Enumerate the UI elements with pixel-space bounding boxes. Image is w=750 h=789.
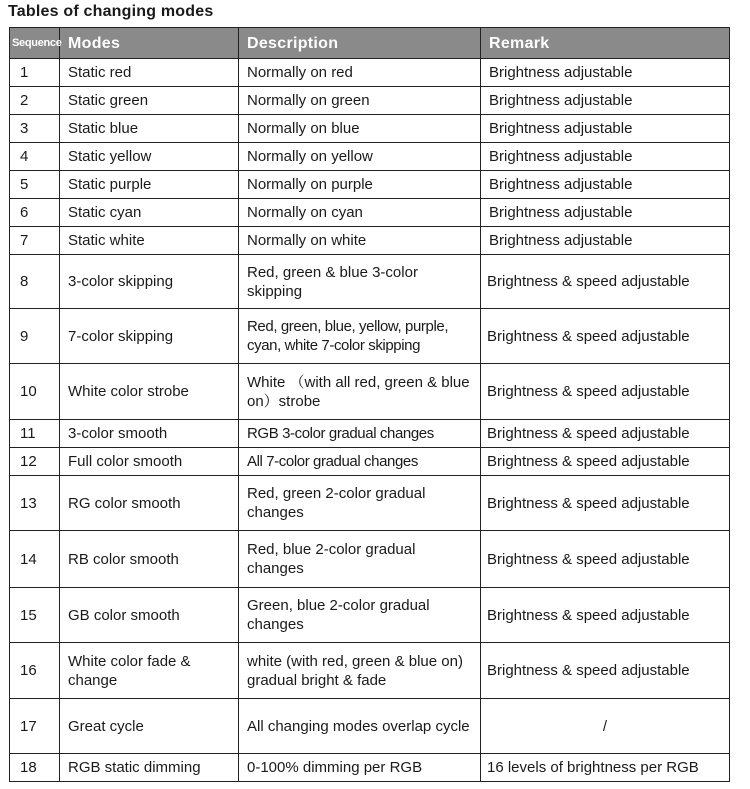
- row-sequence: 10: [10, 364, 60, 420]
- row-description: white (with red, green & blue on) gradual bright & fade: [239, 643, 481, 699]
- row-description: Normally on red: [239, 59, 481, 87]
- changing-modes-table: [9, 27, 730, 782]
- row-description: Normally on purple: [239, 171, 481, 199]
- table-row: [10, 199, 730, 227]
- row-mode: Great cycle: [60, 699, 239, 754]
- row-sequence: 14: [10, 531, 60, 588]
- row-description: All changing modes overlap cycle: [239, 699, 481, 754]
- row-description: Normally on cyan: [239, 199, 481, 227]
- row-mode: Full color smooth: [60, 448, 239, 476]
- row-sequence: 5: [10, 171, 60, 199]
- table-row: [10, 588, 730, 643]
- row-description: Normally on green: [239, 87, 481, 115]
- table-row: [10, 255, 730, 309]
- header-remark: Remark: [481, 28, 730, 59]
- row-remark: /: [481, 699, 730, 754]
- row-sequence: 4: [10, 143, 60, 171]
- table-row: [10, 87, 730, 115]
- row-remark: Brightness adjustable: [481, 171, 730, 199]
- row-remark: Brightness adjustable: [481, 59, 730, 87]
- row-description: Normally on blue: [239, 115, 481, 143]
- row-mode: GB color smooth: [60, 588, 239, 643]
- row-mode: Static white: [60, 227, 239, 255]
- row-remark: Brightness & speed adjustable: [481, 309, 730, 364]
- header-modes: Modes: [60, 28, 239, 59]
- row-remark: Brightness adjustable: [481, 143, 730, 171]
- row-sequence: 12: [10, 448, 60, 476]
- row-mode: 3-color skipping: [60, 255, 239, 309]
- row-remark: Brightness adjustable: [481, 87, 730, 115]
- row-remark: Brightness & speed adjustable: [481, 588, 730, 643]
- row-remark: Brightness adjustable: [481, 115, 730, 143]
- row-sequence: 15: [10, 588, 60, 643]
- table-row: [10, 309, 730, 364]
- row-mode: 3-color smooth: [60, 420, 239, 448]
- row-description: Red, green, blue, yellow, purple, cyan, white 7-color skipping: [239, 309, 481, 364]
- table-row: [10, 143, 730, 171]
- row-sequence: 9: [10, 309, 60, 364]
- row-remark: Brightness & speed adjustable: [481, 420, 730, 448]
- table-header-row: [10, 28, 730, 59]
- row-remark: Brightness & speed adjustable: [481, 531, 730, 588]
- table-row: [10, 115, 730, 143]
- row-mode: RGB static dimming: [60, 754, 239, 782]
- row-remark: Brightness & speed adjustable: [481, 476, 730, 531]
- table-row: [10, 476, 730, 531]
- row-remark: Brightness & speed adjustable: [481, 364, 730, 420]
- table-row: [10, 171, 730, 199]
- row-description: Normally on yellow: [239, 143, 481, 171]
- table-row: [10, 699, 730, 754]
- row-sequence: 18: [10, 754, 60, 782]
- row-mode: RB color smooth: [60, 531, 239, 588]
- header-sequence: Sequence: [10, 28, 60, 59]
- row-mode: White color strobe: [60, 364, 239, 420]
- row-remark: Brightness & speed adjustable: [481, 255, 730, 309]
- table-row: [10, 531, 730, 588]
- row-description: Normally on white: [239, 227, 481, 255]
- row-description: Red, green 2-color gradual changes: [239, 476, 481, 531]
- row-mode: Static yellow: [60, 143, 239, 171]
- row-sequence: 6: [10, 199, 60, 227]
- row-sequence: 8: [10, 255, 60, 309]
- table-row: [10, 227, 730, 255]
- row-description: All 7-color gradual changes: [239, 448, 481, 476]
- row-sequence: 1: [10, 59, 60, 87]
- row-sequence: 3: [10, 115, 60, 143]
- table-row: [10, 643, 730, 699]
- row-remark: 16 levels of brightness per RGB: [481, 754, 730, 782]
- table-row: [10, 59, 730, 87]
- row-mode: 7-color skipping: [60, 309, 239, 364]
- row-sequence: 2: [10, 87, 60, 115]
- row-description: Green, blue 2-color gradual changes: [239, 588, 481, 643]
- table-row: [10, 364, 730, 420]
- row-mode: Static purple: [60, 171, 239, 199]
- row-sequence: 16: [10, 643, 60, 699]
- row-mode: Static red: [60, 59, 239, 87]
- row-sequence: 13: [10, 476, 60, 531]
- row-description: Red, blue 2-color gradual changes: [239, 531, 481, 588]
- row-remark: Brightness & speed adjustable: [481, 643, 730, 699]
- row-remark: Brightness adjustable: [481, 227, 730, 255]
- row-sequence: 7: [10, 227, 60, 255]
- table-row: [10, 754, 730, 782]
- row-mode: Static green: [60, 87, 239, 115]
- page-title: Tables of changing modes: [8, 3, 214, 20]
- row-mode: Static cyan: [60, 199, 239, 227]
- row-description: 0-100% dimming per RGB: [239, 754, 481, 782]
- row-mode: White color fade & change: [60, 643, 239, 699]
- row-sequence: 11: [10, 420, 60, 448]
- header-description: Description: [239, 28, 481, 59]
- row-mode: Static blue: [60, 115, 239, 143]
- row-remark: Brightness adjustable: [481, 199, 730, 227]
- row-description: Red, green & blue 3-color skipping: [239, 255, 481, 309]
- row-remark: Brightness & speed adjustable: [481, 448, 730, 476]
- table-row: [10, 448, 730, 476]
- row-sequence: 17: [10, 699, 60, 754]
- row-mode: RG color smooth: [60, 476, 239, 531]
- row-description: White （with all red, green & blue on）strobe: [239, 364, 481, 420]
- row-description: RGB 3-color gradual changes: [239, 420, 481, 448]
- table-row: [10, 420, 730, 448]
